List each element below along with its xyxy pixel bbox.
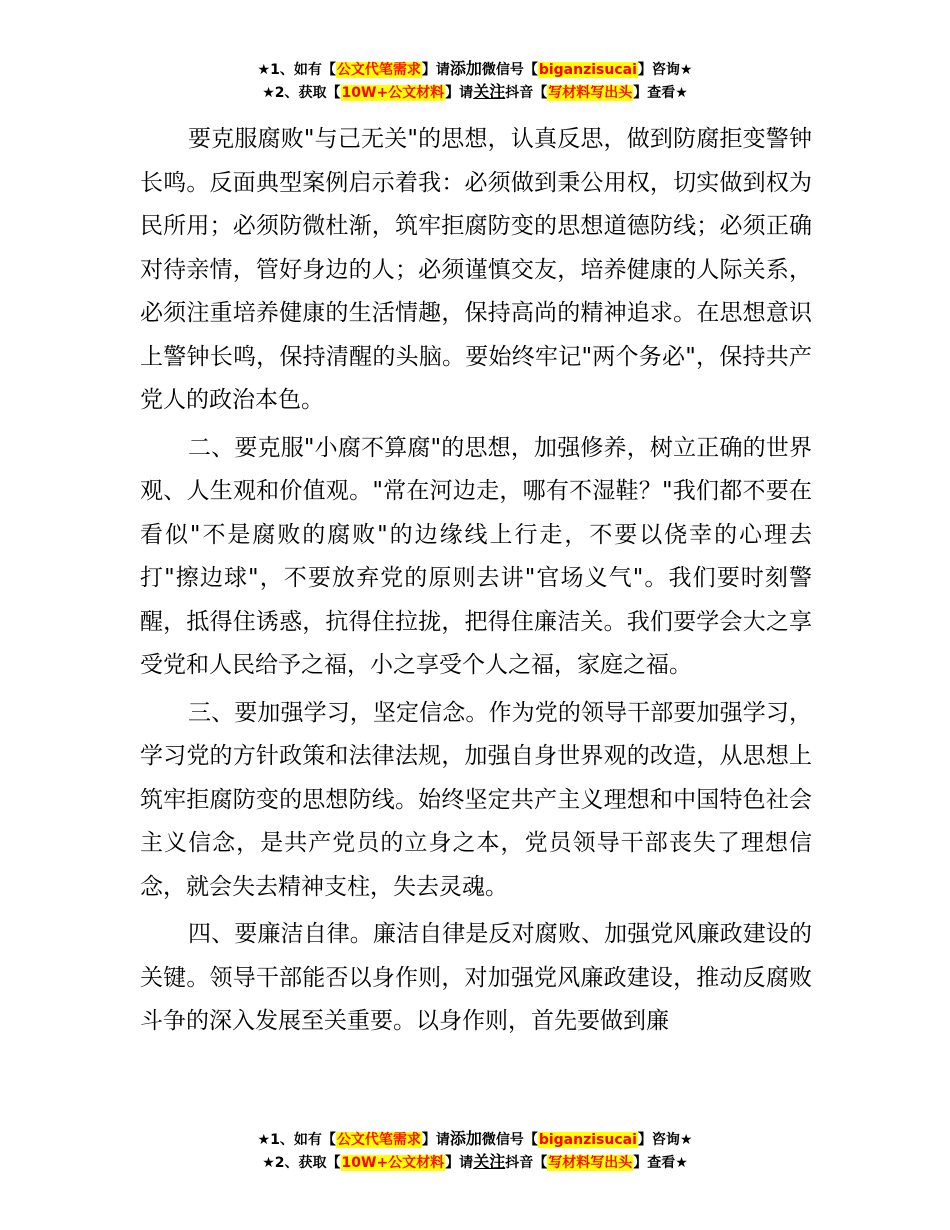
highlight-douyin-account: 写材料写出头 <box>548 85 633 101</box>
banner-text: ★1、如有【 <box>257 1132 336 1148</box>
banner-text: 】请 <box>421 62 450 78</box>
paragraph: 三、要加强学习，坚定信念。作为党的领导干部要加强学习，学习党的方针政策和法律法规，加强自身世界观的改造，从思想上筑牢拒腐防变的思想防线。始终坚定共产主义理想和中国特色社会主义信念，是共产党员的立身之本，党员领导干部丧失了理想信念，就会失去精神支柱，失去灵魂。 <box>140 699 812 900</box>
banner-text: 抖音【 <box>505 85 548 101</box>
banner-line-1 <box>0 58 950 81</box>
banner-text: 】请 <box>421 1132 450 1148</box>
banner-emphasis: 添加 <box>449 1129 482 1148</box>
banner-emphasis: 添加 <box>449 59 482 78</box>
highlight-materials: 10W+公文材料 <box>341 1155 445 1171</box>
banner-line-1 <box>0 1128 950 1151</box>
highlight-service: 公文代笔需求 <box>336 1132 421 1148</box>
paragraph: 要克服腐败"与己无关"的思想，认真反思，做到防腐拒变警钟长鸣。反面典型案例启示着我：必须做到秉公用权，切实做到权为民所用；必须防微杜渐，筑牢拒腐防变的思想道德防线；必须正确对待亲情，管好身边的人；必须谨慎交友，培养健康的人际关系，必须注重培养健康的生活情趣，保持高尚的精神追求。在思想意识上警钟长鸣，保持清醒的头脑。要始终牢记"两个务必"，保持共产党人的政治本色。 <box>140 126 812 413</box>
banner-line-2 <box>0 81 950 104</box>
highlight-wechat-id: biganzisucai <box>538 62 637 78</box>
footer-banner <box>0 1128 950 1174</box>
banner-emphasis: 关注 <box>473 82 506 101</box>
banner-text: ★2、获取【 <box>262 85 341 101</box>
banner-text: ★1、如有【 <box>257 62 336 78</box>
highlight-douyin-account: 写材料写出头 <box>548 1155 633 1171</box>
paragraph: 四、要廉洁自律。廉洁自律是反对腐败、加强党风廉政建设的关键。领导干部能否以身作则，对加强党风廉政建设，推动反腐败斗争的深入发展至关重要。以身作则，首先要做到廉 <box>140 921 812 1034</box>
banner-line-2 <box>0 1151 950 1174</box>
banner-text: 微信号【 <box>481 1132 538 1148</box>
banner-text: 】请 <box>445 85 474 101</box>
highlight-wechat-id: biganzisucai <box>538 1132 637 1148</box>
banner-text: ★2、获取【 <box>262 1155 341 1171</box>
header-banner <box>0 58 950 104</box>
banner-text: 微信号【 <box>481 62 538 78</box>
banner-text: 抖音【 <box>505 1155 548 1171</box>
highlight-materials: 10W+公文材料 <box>341 85 445 101</box>
banner-text: 】咨询★ <box>637 1132 693 1148</box>
banner-text: 】查看★ <box>633 1155 688 1171</box>
banner-text: 】请 <box>445 1155 474 1171</box>
banner-text: 】咨询★ <box>637 62 693 78</box>
banner-emphasis: 关注 <box>473 1152 506 1171</box>
highlight-service: 公文代笔需求 <box>336 62 421 78</box>
document-body <box>140 118 812 1044</box>
banner-text: 】查看★ <box>633 85 688 101</box>
paragraph: 二、要克服"小腐不算腐"的思想，加强修养，树立正确的世界观、人生观和价值观。"常在河边走，哪有不湿鞋？"我们都不要在看似"不是腐败的腐败"的边缘线上行走，不要以侥幸的心理去打"擦边球"，不要放弃党的原则去讲"官场义气"。我们要时刻警醒，抵得住诱惑，抗得住拉拢，把得住廉洁关。我们要学会大之享受党和人民给予之福，小之享受个人之福，家庭之福。 <box>140 434 812 678</box>
